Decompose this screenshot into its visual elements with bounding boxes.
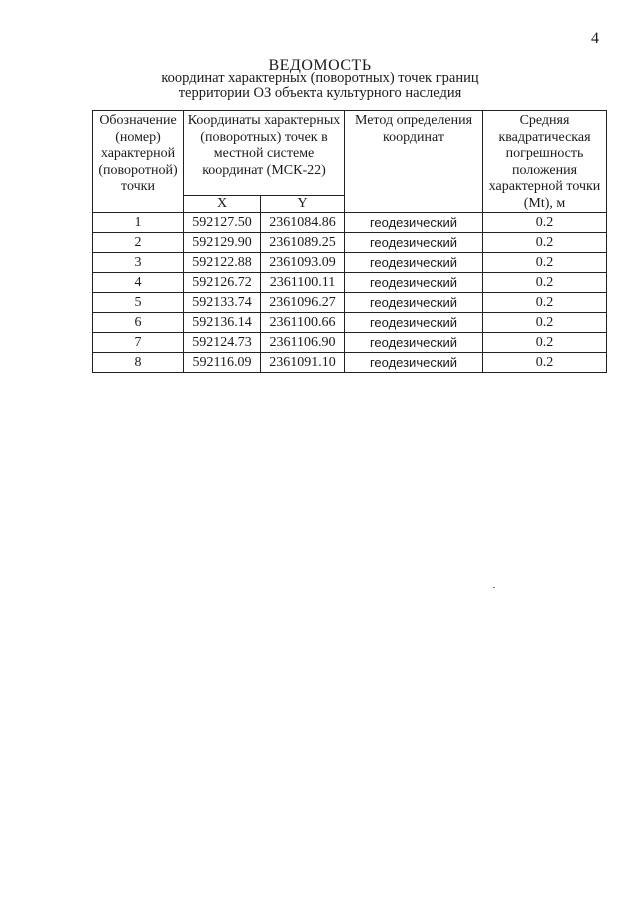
point-number: 1 — [93, 213, 184, 233]
header-designation: Обозначение (номер) характерной (поворотной) точки — [93, 111, 184, 213]
table-row — [93, 353, 607, 373]
error-value: 0.2 — [483, 353, 607, 373]
coordinate-y: 2361093.09 — [261, 253, 345, 273]
header-coordinates: Координаты характерных (поворотных) точек в местной системе координат (МСК-22) — [184, 111, 345, 196]
header-y: Y — [261, 196, 345, 213]
method: геодезический — [345, 353, 483, 373]
scan-speck — [493, 587, 495, 588]
point-number: 8 — [93, 353, 184, 373]
method: геодезический — [345, 273, 483, 293]
point-number: 7 — [93, 333, 184, 353]
error-value: 0.2 — [483, 273, 607, 293]
coordinate-x: 592116.09 — [184, 353, 261, 373]
subtitle-line-1: координат характерных (поворотных) точек границ — [161, 70, 479, 86]
header-error: Средняя квадратическая погрешность положения характерной точки (Mt), м — [483, 111, 607, 213]
coordinate-y: 2361091.10 — [261, 353, 345, 373]
method: геодезический — [345, 293, 483, 313]
coordinate-y: 2361084.86 — [261, 213, 345, 233]
method: геодезический — [345, 213, 483, 233]
table-row — [93, 313, 607, 333]
table-row — [93, 253, 607, 273]
error-value: 0.2 — [483, 313, 607, 333]
coordinate-y: 2361089.25 — [261, 233, 345, 253]
table-row — [93, 213, 607, 233]
point-number: 5 — [93, 293, 184, 313]
coordinates-table — [92, 110, 607, 373]
coordinate-y: 2361096.27 — [261, 293, 345, 313]
coordinate-y: 2361100.66 — [261, 313, 345, 333]
table-row — [93, 293, 607, 313]
coordinate-x: 592136.14 — [184, 313, 261, 333]
document-subtitle — [0, 71, 640, 101]
header-method: Метод определения координат — [345, 111, 483, 213]
error-value: 0.2 — [483, 293, 607, 313]
method: геодезический — [345, 333, 483, 353]
error-value: 0.2 — [483, 233, 607, 253]
table-row — [93, 273, 607, 293]
subtitle-line-2: территории ОЗ объекта культурного наследия — [178, 85, 462, 101]
coordinate-x: 592124.73 — [184, 333, 261, 353]
coordinate-x: 592133.74 — [184, 293, 261, 313]
error-value: 0.2 — [483, 333, 607, 353]
point-number: 6 — [93, 313, 184, 333]
point-number: 3 — [93, 253, 184, 273]
document-title: ВЕДОМОСТЬ — [268, 57, 372, 74]
coordinate-x: 592126.72 — [184, 273, 261, 293]
point-number: 2 — [93, 233, 184, 253]
coordinate-y: 2361106.90 — [261, 333, 345, 353]
coordinate-x: 592129.90 — [184, 233, 261, 253]
method: геодезический — [345, 253, 483, 273]
error-value: 0.2 — [483, 253, 607, 273]
coordinate-x: 592127.50 — [184, 213, 261, 233]
method: геодезический — [345, 233, 483, 253]
page-number: 4 — [591, 30, 599, 47]
coordinate-x: 592122.88 — [184, 253, 261, 273]
table-row — [93, 233, 607, 253]
header-x: X — [184, 196, 261, 213]
coordinate-y: 2361100.11 — [261, 273, 345, 293]
error-value: 0.2 — [483, 213, 607, 233]
method: геодезический — [345, 313, 483, 333]
table-row — [93, 333, 607, 353]
point-number: 4 — [93, 273, 184, 293]
